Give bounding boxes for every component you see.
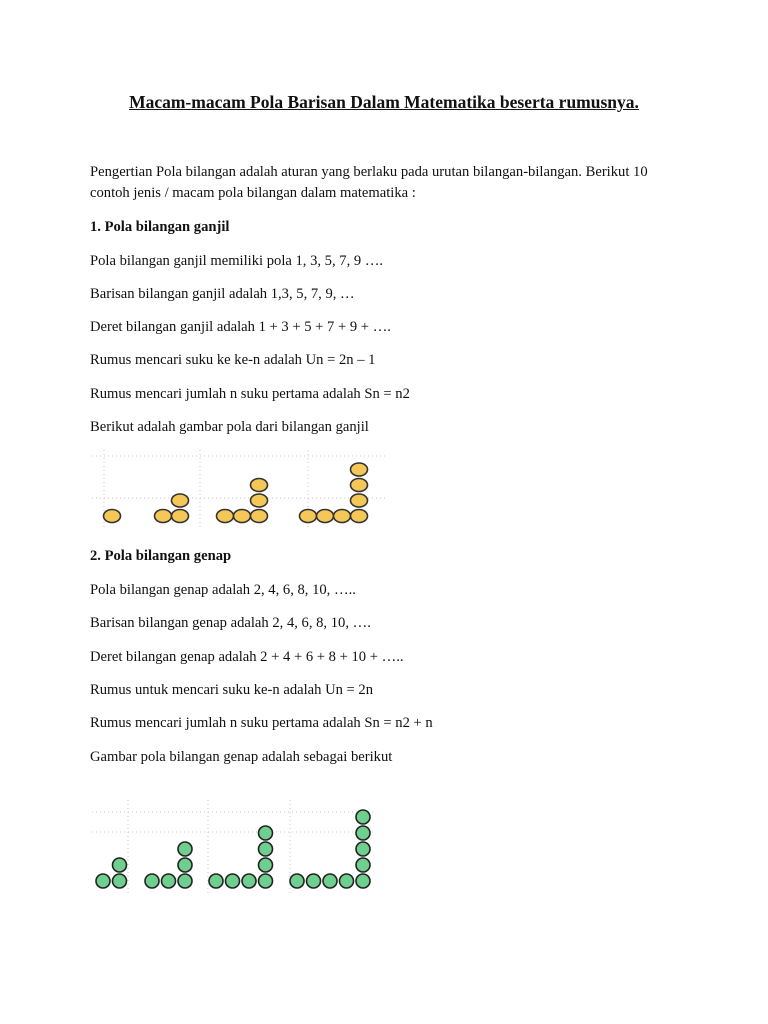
pattern-dot	[259, 874, 273, 888]
pattern-dot	[172, 510, 189, 523]
pattern-dot	[259, 842, 273, 856]
even-pattern-svg	[90, 798, 375, 898]
pattern-dot	[317, 510, 334, 523]
even-series-line: Deret bilangan genap adalah 2 + 4 + 6 + 8 + 10 + …..	[90, 649, 404, 665]
pattern-dot	[351, 510, 368, 523]
odd-pattern-svg	[90, 448, 390, 532]
pattern-dot	[172, 494, 189, 507]
pattern-dot	[351, 479, 368, 492]
pattern-dot	[113, 874, 127, 888]
pattern-dot	[334, 510, 351, 523]
pattern-dot	[178, 874, 192, 888]
pattern-dot	[251, 510, 268, 523]
even-sum-line: Rumus mencari jumlah n suku pertama adalah Sn = n2 + n	[90, 715, 433, 731]
pattern-dot	[351, 494, 368, 507]
pattern-dot	[251, 494, 268, 507]
intro-paragraph: Pengertian Pola bilangan adalah aturan yang berlaku pada urutan bilangan-bilangan. Berikut 10 contoh jenis / macam pola bilangan dalam matematika :	[90, 164, 648, 201]
pattern-dot	[259, 826, 273, 840]
pattern-dot	[259, 858, 273, 872]
pattern-dot	[234, 510, 251, 523]
odd-series-line: Deret bilangan ganjil adalah 1 + 3 + 5 + 7 + 9 + ….	[90, 319, 391, 335]
pattern-dot	[145, 874, 159, 888]
pattern-dot	[323, 874, 337, 888]
pattern-dot	[155, 510, 172, 523]
odd-pattern-line: Pola bilangan ganjil memiliki pola 1, 3, 5, 7, 9 ….	[90, 253, 384, 269]
even-pattern-line: Pola bilangan genap adalah 2, 4, 6, 8, 10, …..	[90, 582, 356, 598]
pattern-dot	[113, 858, 127, 872]
pattern-dot	[356, 858, 370, 872]
even-pattern-figure	[90, 798, 375, 898]
pattern-dot	[178, 858, 192, 872]
odd-nth-term-line: Rumus mencari suku ke ke-n adalah Un = 2n – 1	[90, 352, 376, 368]
section-heading-odd: 1. Pola bilangan ganjil	[90, 219, 230, 235]
pattern-dot	[96, 874, 110, 888]
pattern-dot	[351, 463, 368, 476]
pattern-dot	[356, 842, 370, 856]
even-nth-term-line: Rumus untuk mencari suku ke-n adalah Un = 2n	[90, 682, 374, 698]
even-figure-caption: Gambar pola bilangan genap adalah sebagai berikut	[90, 749, 393, 765]
pattern-dot	[226, 874, 240, 888]
pattern-dot	[290, 874, 304, 888]
pattern-dot	[251, 479, 268, 492]
pattern-dot	[356, 826, 370, 840]
odd-sequence-line: Barisan bilangan ganjil adalah 1,3, 5, 7, 9, …	[90, 286, 355, 302]
even-sequence-line: Barisan bilangan genap adalah 2, 4, 6, 8, 10, ….	[90, 615, 371, 631]
pattern-dot	[209, 874, 223, 888]
section-heading-even: 2. Pola bilangan genap	[90, 548, 232, 564]
pattern-dot	[162, 874, 176, 888]
pattern-dot	[300, 510, 317, 523]
pattern-dot	[307, 874, 321, 888]
pattern-dot	[340, 874, 354, 888]
odd-sum-line: Rumus mencari jumlah n suku pertama adalah Sn = n2	[90, 386, 410, 402]
pattern-dot	[178, 842, 192, 856]
pattern-dot	[356, 810, 370, 824]
pattern-dot	[217, 510, 234, 523]
odd-figure-caption: Berikut adalah gambar pola dari bilangan ganjil	[90, 419, 369, 435]
pattern-dot	[356, 874, 370, 888]
pattern-dot	[242, 874, 256, 888]
document-title: Macam-macam Pola Barisan Dalam Matematika beserta rumusnya.	[129, 92, 639, 112]
pattern-dot	[104, 510, 121, 523]
odd-pattern-figure	[90, 448, 390, 532]
